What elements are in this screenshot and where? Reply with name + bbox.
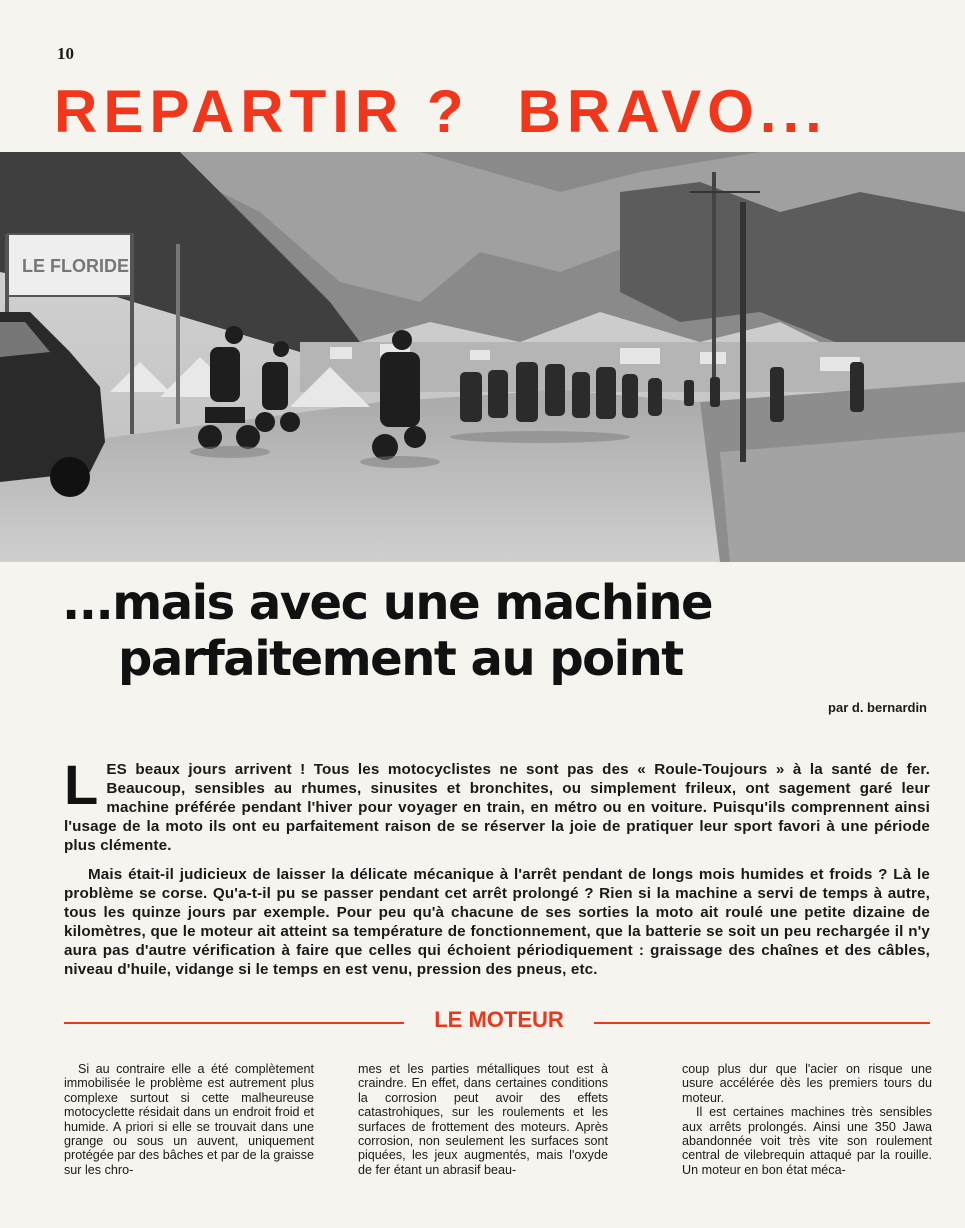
section-rule-right — [594, 1022, 930, 1024]
byline: par d. bernardin — [828, 700, 927, 715]
headline-part2: BRAVO... — [517, 78, 828, 145]
section-rule-left — [64, 1022, 404, 1024]
article-subtitle — [62, 575, 932, 687]
column-1 — [64, 1062, 314, 1177]
column-2 — [358, 1062, 608, 1177]
column-3 — [682, 1062, 932, 1177]
intro-text — [64, 753, 930, 989]
sign-text: LE FLORIDE — [22, 256, 129, 276]
photo-motorcycles-mountain-road — [0, 152, 965, 562]
headline-part1: REPARTIR ? — [54, 78, 470, 145]
headline — [54, 72, 934, 152]
intro-paragraph-1 — [64, 753, 930, 855]
column-3-text-a: coup plus dur que l'acier on risque une usure accélérée dès les premiers tours du moteur. — [682, 1062, 932, 1105]
subtitle-line2: parfaitement au point — [118, 631, 683, 687]
intro-paragraph-2: Mais était-il judicieux de laisser la délicate mécanique à l'arrêt pendant de longs mois humides et froids ? Là le problème se corse. Qu'a-t-il pu se passer pendant cet arrêt prolongé ? Rien si la machine a servi de temps à autre, tous les quinze jours par exemple. Pour peu qu'à chacune de ses sorties la moto ait roulé une petite dizaine de kilomètres, que le moteur ait atteint sa température de fonctionnement, que la batterie se soit un peu rechargée il n'y aura pas d'autre vérification à faire que celles qui échoient périodiquement : graissage des chaînes et des câbles, niveau d'huile, vidange si le temps en est venu, pression des pneus, etc. — [64, 866, 930, 978]
column-3-text-b: Il est certaines machines très sensibles aux arrêts prolongés. Ainsi une 350 Jawa abandonnée voit très vite son roulement central de vilebrequin attaqué par la rouille. Un moteur en bon état méca- — [682, 1105, 932, 1177]
section-title: LE MOTEUR — [404, 1007, 594, 1033]
subtitle-line1: ...mais avec une machine — [62, 575, 713, 631]
column-1-text: Si au contraire elle a été complètement immobilisée le problème est autrement plus complexe surtout si cette malheureuse motocyclette résidait dans un endroit froid et humide. A priori si elle se trouvait dans une grange ou sous un auvent, uniquement protégée par des bâches et par de la graisse sur les chro- — [64, 1062, 314, 1177]
page-number: 10 — [57, 44, 74, 63]
intro-paragraph-1-text: ES beaux jours arrivent ! Tous les motocyclistes ne sont pas des « Roule-Toujours » à la santé de fer. Beaucoup, sensibles au rhumes, sinusites et bronchites, ou simplement frileux, ont sagement garé leur machine préférée pendant l'hiver pour voyager en train, en métro ou en voiture. Puisqu'ils comprennent ainsi l'usage de la moto ils ont eu parfaitement raison de se réserver la joie de pratiquer leur sport favori à une période plus clémente. — [64, 761, 930, 854]
dropcap: L — [64, 753, 99, 816]
column-2-text: mes et les parties métalliques tout est à craindre. En effet, dans certaines conditions la corrosion peut avoir des effets catastrohiques, sur les roulements et les surfaces de frottement des moteurs. Après corrosion, non seulement les surfaces sont piquées, les jeux augmentés, mais l'oxyde de fer étant un abrasif beau- — [358, 1062, 608, 1177]
